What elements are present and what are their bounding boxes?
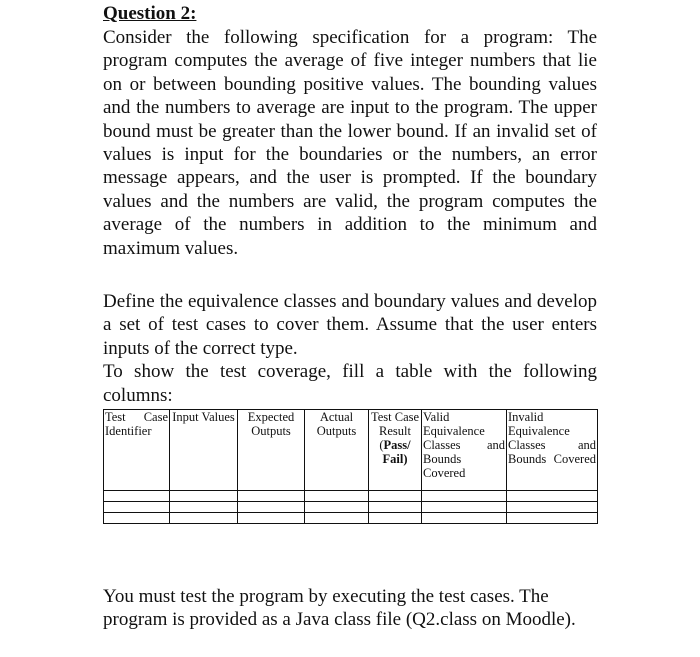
- table-cell: [238, 491, 305, 502]
- header-invalid-equivalence-classes: Invalid Equivalence Classes and Bounds Covered: [507, 410, 598, 491]
- header-input-values: Input Values: [170, 410, 238, 491]
- table-header-row: [104, 410, 598, 491]
- instructions-paragraph: [103, 290, 597, 407]
- testing-note-paragraph: You must test the program by executing the test cases. The program is provided as a Java class file (Q2.class on Moodle).: [103, 586, 576, 630]
- header-test-case-identifier: Test Case Identifier: [104, 410, 170, 491]
- instructions-line-coverage: To show the test coverage, fill a table with the following columns:: [103, 361, 597, 406]
- table-cell: [170, 491, 238, 502]
- table-cell: [104, 513, 170, 524]
- header-pass-fail: Pass/ Fail: [382, 438, 411, 466]
- table-cell: [305, 491, 369, 502]
- table-cell: [305, 513, 369, 524]
- table-cell: [238, 513, 305, 524]
- header-test-case-result: [369, 410, 422, 491]
- table-row: [104, 513, 598, 524]
- table-cell: [305, 502, 369, 513]
- table-cell: [104, 491, 170, 502]
- question-heading: Question 2:: [103, 3, 197, 24]
- table-cell: [238, 502, 305, 513]
- instructions-line-define: Define the equivalence classes and boundary values and develop a set of test cases to cover them. Assume that the user enters inputs of the correct type.: [103, 291, 597, 359]
- table-cell: [422, 491, 507, 502]
- table-cell: [422, 513, 507, 524]
- header-expected-outputs: Expected Outputs: [238, 410, 305, 491]
- table-row: [104, 502, 598, 513]
- table-cell: [507, 513, 598, 524]
- table-cell: [369, 491, 422, 502]
- header-actual-outputs: Actual Outputs: [305, 410, 369, 491]
- header-test-case-result-close: ): [403, 452, 408, 466]
- table-row: [104, 491, 598, 502]
- table-cell: [369, 502, 422, 513]
- table-cell: [104, 502, 170, 513]
- table-cell: [422, 502, 507, 513]
- table-cell: [170, 502, 238, 513]
- header-valid-equivalence-classes: Valid Equivalence Classes and Bounds Covered: [422, 410, 507, 491]
- specification-paragraph: Consider the following specification for a program: The program computes the average of five integer numbers that lie on or between bounding positive values. The bounding values and the numbers to average are input to the program. The upper bound must be greater than the lower bound. If an invalid set of values is input for the boundaries or the numbers, an error message appears, and the user is prompted. If the boundary values and the numbers are valid, the program computes the average of the numbers in addition to the minimum and maximum values.: [103, 27, 597, 259]
- table-cell: [170, 513, 238, 524]
- test-coverage-table: [103, 409, 598, 524]
- header-test-case-result-label: Test Case Result (: [370, 410, 420, 452]
- table-cell: [507, 502, 598, 513]
- table-cell: [507, 491, 598, 502]
- table-cell: [369, 513, 422, 524]
